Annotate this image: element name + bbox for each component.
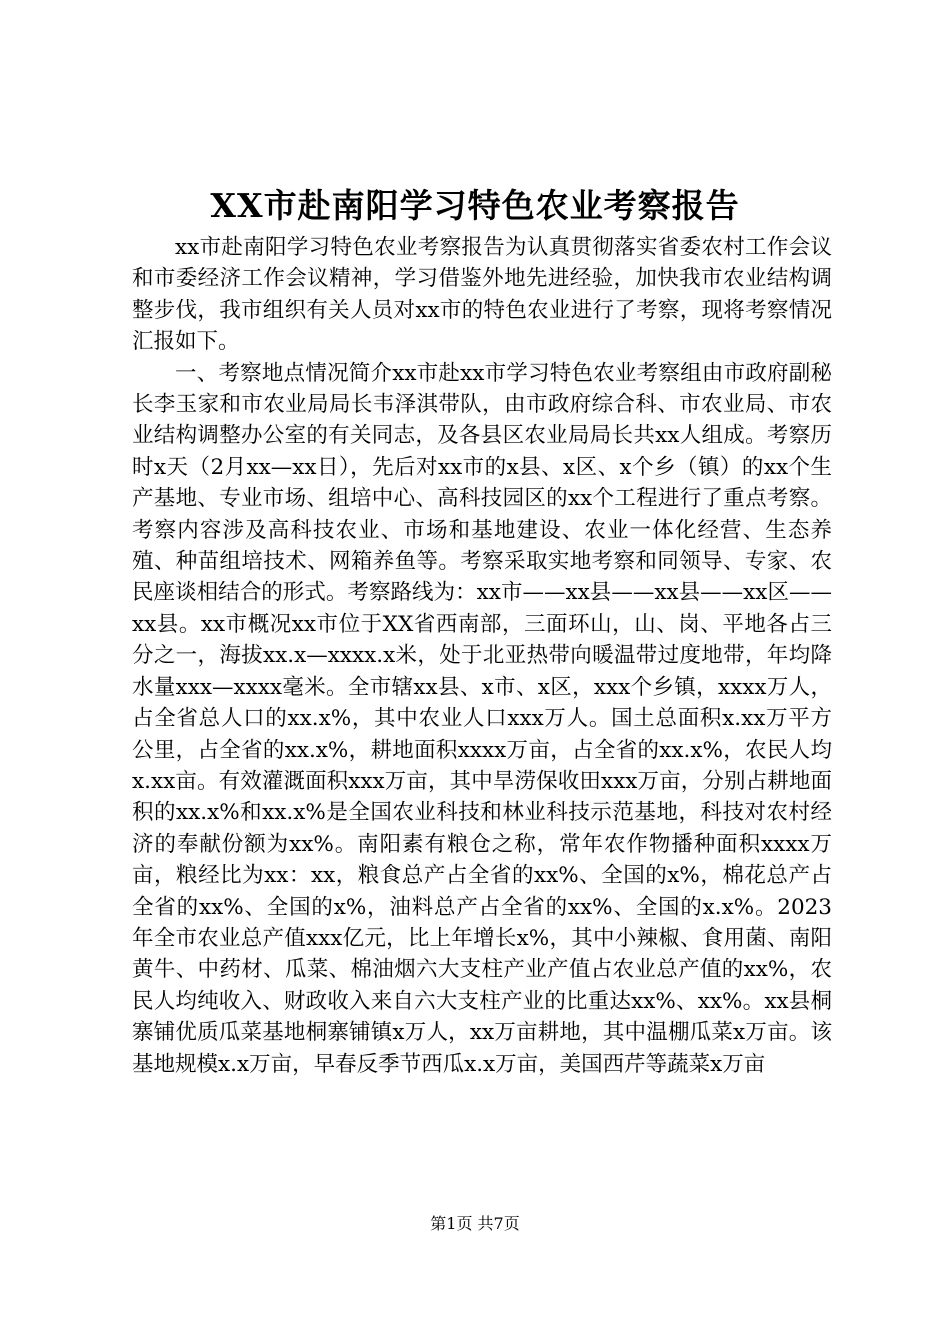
page-number-footer: 第1页 共7页 bbox=[430, 1214, 520, 1233]
body-paragraph-intro: xx市赴南阳学习特色农业考察报告为认真贯彻落实省委农村工作会议和市委经济工作会议精神，学习借鉴外地先进经验，加快我市农业结构调整步伐，我市组织有关人员对xx市的特色农业进行了考察，现将考察情况汇报如下。 bbox=[132, 235, 832, 355]
body-paragraph-section-one: 一、考察地点情况简介xx市赴xx市学习特色农业考察组由市政府副秘长李玉家和市农业局局长韦泽淇带队，由市政府综合科、市农业局、市农业结构调整办公室的有关同志，及各县区农业局局长共xx人组成。考察历时x天（2月xx—xx日），先后对xx市的x县、x区、x个乡（镇）的xx个生产基地、专业市场、组培中心、高科技园区的xx个工程进行了重点考察。考察内容涉及高科技农业、市场和基地建设、农业一体化经营、生态养殖、种苗组培技术、网箱养鱼等。考察采取实地考察和同领导、专家、农民座谈相结合的形式。考察路线为：xx市——xx县——xx县——xx区——xx县。xx市概况xx市位于XX省西南部，三面环山，山、岗、平地各占三分之一，海拔xx.x—xxxx.x米，处于北亚热带向暖温带过度地带，年均降水量xxx—xxxx毫米。全市辖xx县、x市、x区，xxx个乡镇，xxxx万人，占全省总人口的xx.x%，其中农业人口xxx万人。国土总面积x.xx万平方公里，占全省的xx.x%，耕地面积xxxx万亩，占全省的xx.x%，农民人均x.xx亩。有效灌溉面积xxx万亩，其中旱涝保收田xxx万亩，分别占耕地面积的xx.x%和xx.x%是全国农业科技和林业科技示范基地，科技对农村经济的奉献份额为xx%。南阳素有粮仓之称，常年农作物播种面积xxxx万亩，粮经比为xx：xx，粮食总产占全省的xx%、全国的x%，棉花总产占全省的xx%、全国的x%，油料总产占全省的xx%、全国的x.x%。2023年全市农业总产值xxx亿元，比上年增长x%，其中小辣椒、食用菌、南阳黄牛、中药材、瓜菜、棉油烟六大支柱产业产值占农业总产值的xx%，农民人均纯收入、财政收入来自六大支柱产业的比重达xx%、xx%。xx县桐寨铺优质瓜菜基地桐寨铺镇x万人，xx万亩耕地，其中温棚瓜菜x万亩。该基地规模x.x万亩，早春反季节西瓜x.x万亩，美国西芹等蔬菜x万亩 bbox=[132, 360, 832, 1077]
document-title: XX市赴南阳学习特色农业考察报告 bbox=[210, 186, 740, 225]
document-body bbox=[132, 232, 832, 1080]
